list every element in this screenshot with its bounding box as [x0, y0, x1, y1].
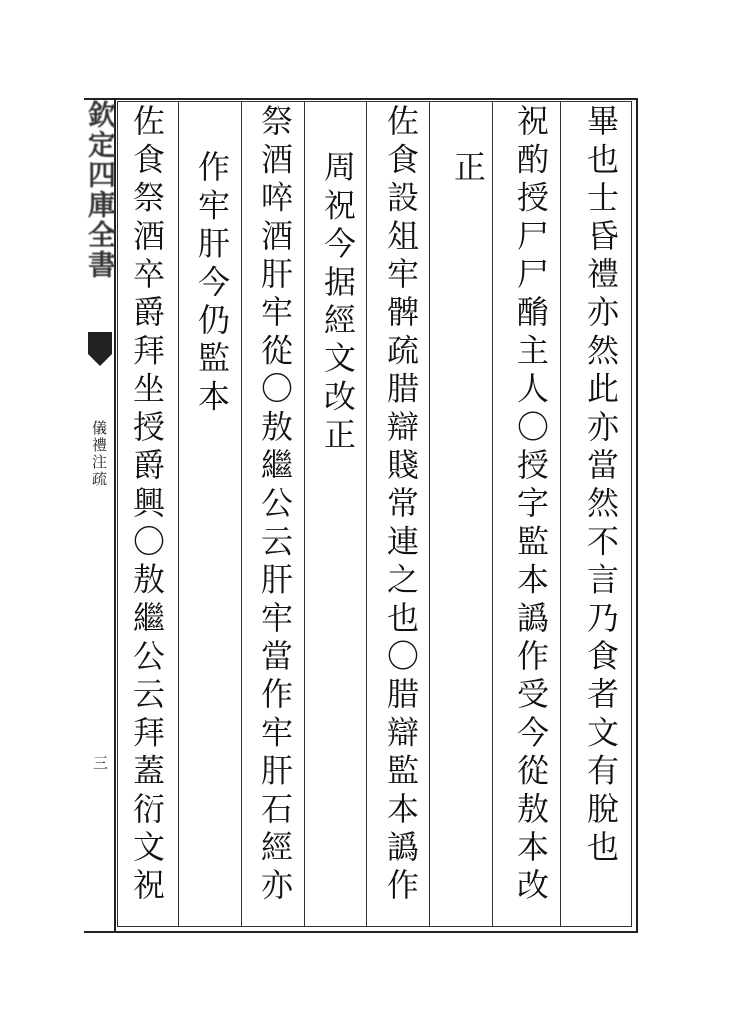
text-column-7: 作牢肝今仍監本 — [193, 150, 231, 418]
text-column-1: 畢也士昏禮亦然此亦當然不言乃食者文有脫也 — [582, 104, 620, 868]
text-column-2: 祝酌授尸尸酳主人〇授字監本譌作受今從敖本改 — [512, 104, 550, 907]
column-rule — [366, 101, 367, 927]
page-number: 三 — [91, 755, 109, 770]
column-rule — [178, 101, 179, 927]
fish-tail-ornament — [86, 330, 114, 370]
column-rule — [304, 101, 305, 927]
text-column-6: 祭酒啐酒肝牢從〇敖繼公云肝牢當作牢肝石經亦 — [256, 104, 294, 907]
column-rule — [429, 101, 430, 927]
text-column-5: 周祝今据經文改正 — [319, 150, 357, 456]
text-column-8: 佐食祭酒卒爵拜坐授爵興〇敖繼公云拜蓋衍文祝 — [128, 104, 166, 907]
edition-title: 欽定四庫全書 — [84, 100, 117, 280]
text-column-3: 正 — [449, 150, 487, 189]
column-rule — [492, 101, 493, 927]
column-rule — [241, 101, 242, 927]
column-rule — [560, 101, 561, 927]
book-title: 儀禮注疏 — [90, 420, 108, 488]
text-column-4: 佐食設俎牢髀疏腊辯賤常連之也〇腊辯監本譌作 — [382, 104, 420, 907]
